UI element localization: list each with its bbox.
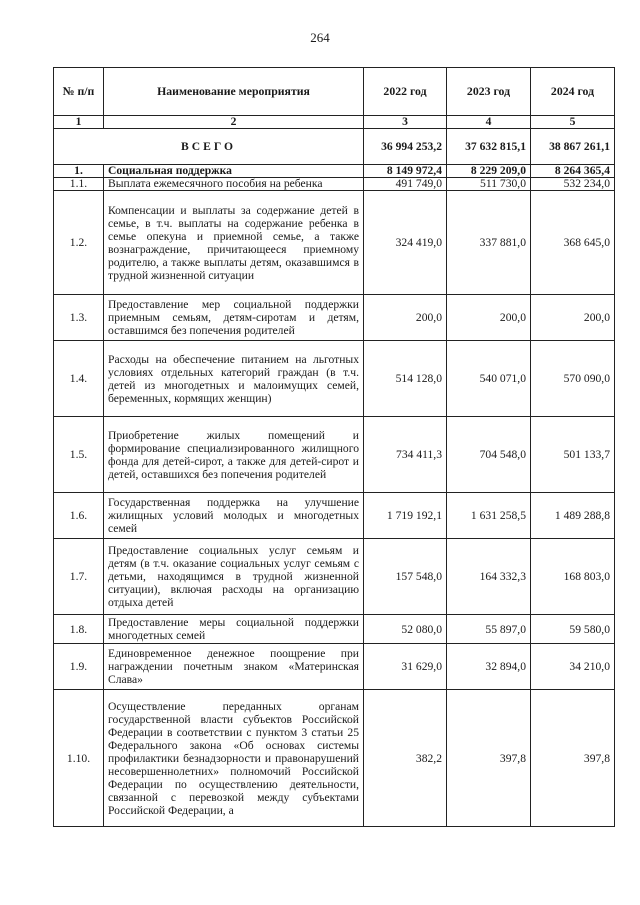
row-name: Расходы на обеспечение питанием на льготных условиях отдельных категорий граждан (в т.ч. детей из многодетных и малоимущих семей, беременных, кормящих женщин) [104,341,364,417]
row-value-2022: 324 419,0 [364,191,447,295]
column-number: 4 [447,116,531,129]
row-value-2024: 8 264 365,4 [531,165,615,178]
row-value-2022: 734 411,3 [364,417,447,493]
row-name: Компенсации и выплаты за содержание детей в семье, в т.ч. выплаты на содержание ребенка в семье опекуна и приемной семье, а также вознаграждение, причитающееся приемному родителю, а также выплаты детям, оказавшимся в трудной жизненной ситуации [104,191,364,295]
row-value-2024: 570 090,0 [531,341,615,417]
row-value-2022: 491 749,0 [364,178,447,191]
row-number: 1. [54,165,104,178]
column-number-row [54,116,615,129]
row-value-2023: 32 894,0 [447,644,531,690]
row-name: Социальная поддержка [104,165,364,178]
table-row [54,615,615,644]
row-value-2023: 397,8 [447,690,531,827]
row-value-2022: 1 719 192,1 [364,493,447,539]
row-name: Приобретение жилых помещений и формирование специализированного жилищного фонда для детей-сирот, а также для детей-сирот и детей, оставшихся без попечения родителей [104,417,364,493]
row-name: Предоставление мер социальной поддержки приемным семьям, детям-сиротам и детям, оставшимся без попечения родителей [104,295,364,341]
row-value-2024: 34 210,0 [531,644,615,690]
row-value-2023: 55 897,0 [447,615,531,644]
table-row [54,539,615,615]
row-name: Единовременное денежное поощрение при награждении почетным знаком «Материнская Слава» [104,644,364,690]
column-number: 5 [531,116,615,129]
row-value-2023: 200,0 [447,295,531,341]
budget-table [53,67,615,827]
row-number: 1.9. [54,644,104,690]
row-value-2024: 1 489 288,8 [531,493,615,539]
row-value-2022: 31 629,0 [364,644,447,690]
column-number: 2 [104,116,364,129]
row-name: Предоставление меры социальной поддержки многодетных семей [104,615,364,644]
page-number: 264 [310,30,330,45]
row-name: Государственная поддержка на улучшение жилищных условий молодых и многодетных семей [104,493,364,539]
row-number: 1.7. [54,539,104,615]
row-value-2024: 501 133,7 [531,417,615,493]
table-row [54,341,615,417]
table-row [54,644,615,690]
row-value-2023: 704 548,0 [447,417,531,493]
row-value-2022: 157 548,0 [364,539,447,615]
row-value-2023: 337 881,0 [447,191,531,295]
column-number: 1 [54,116,104,129]
row-value-2022: 514 128,0 [364,341,447,417]
header-2024: 2024 год [531,68,615,116]
row-number: 1.10. [54,690,104,827]
row-value-2022: 200,0 [364,295,447,341]
row-number: 1.5. [54,417,104,493]
row-value-2023: 164 332,3 [447,539,531,615]
row-number: 1.4. [54,341,104,417]
row-name: Предоставление социальных услуг семьям и детям (в т.ч. оказание социальных услуг семьям с детьми, находящимся в трудной жизненной ситуации), включая расходы на организацию отдыха детей [104,539,364,615]
row-value-2022: 52 080,0 [364,615,447,644]
header-name: Наименование мероприятия [104,68,364,116]
row-value-2023: 511 730,0 [447,178,531,191]
row-number: 1.3. [54,295,104,341]
table-row [54,690,615,827]
row-value-2024: 532 234,0 [531,178,615,191]
row-value-2024: 397,8 [531,690,615,827]
row-name: Выплата ежемесячного пособия на ребенка [104,178,364,191]
table-row [54,417,615,493]
header-num: № п/п [54,68,104,116]
row-value-2022: 8 149 972,4 [364,165,447,178]
row-value-2023: 1 631 258,5 [447,493,531,539]
row-number: 1.2. [54,191,104,295]
total-row [54,129,615,165]
row-value-2023: 8 229 209,0 [447,165,531,178]
row-number: 1.8. [54,615,104,644]
header-2023: 2023 год [447,68,531,116]
row-value-2024: 368 645,0 [531,191,615,295]
row-value-2024: 200,0 [531,295,615,341]
table-row [54,178,615,191]
row-name: Осуществление переданных органам государственной власти субъектов Российской Федерации в соответствии с пунктом 3 статьи 25 Федерального закона «Об основах системы профилактики безнадзорности и правонарушений несовершеннолетних» полномочий Российской Федерации по осуществлению деятельности, связанной с перевозкой между субъектами Российской Федерации, а [104,690,364,827]
row-value-2024: 168 803,0 [531,539,615,615]
row-value-2023: 540 071,0 [447,341,531,417]
row-number: 1.6. [54,493,104,539]
header-row [54,68,615,116]
header-2022: 2022 год [364,68,447,116]
total-2023: 37 632 815,1 [447,129,531,165]
table-row [54,165,615,178]
table-row [54,191,615,295]
column-number: 3 [364,116,447,129]
table-row [54,295,615,341]
table-row [54,493,615,539]
row-value-2024: 59 580,0 [531,615,615,644]
total-2022: 36 994 253,2 [364,129,447,165]
row-value-2022: 382,2 [364,690,447,827]
total-2024: 38 867 261,1 [531,129,615,165]
row-number: 1.1. [54,178,104,191]
total-label: ВСЕГО [54,129,364,165]
